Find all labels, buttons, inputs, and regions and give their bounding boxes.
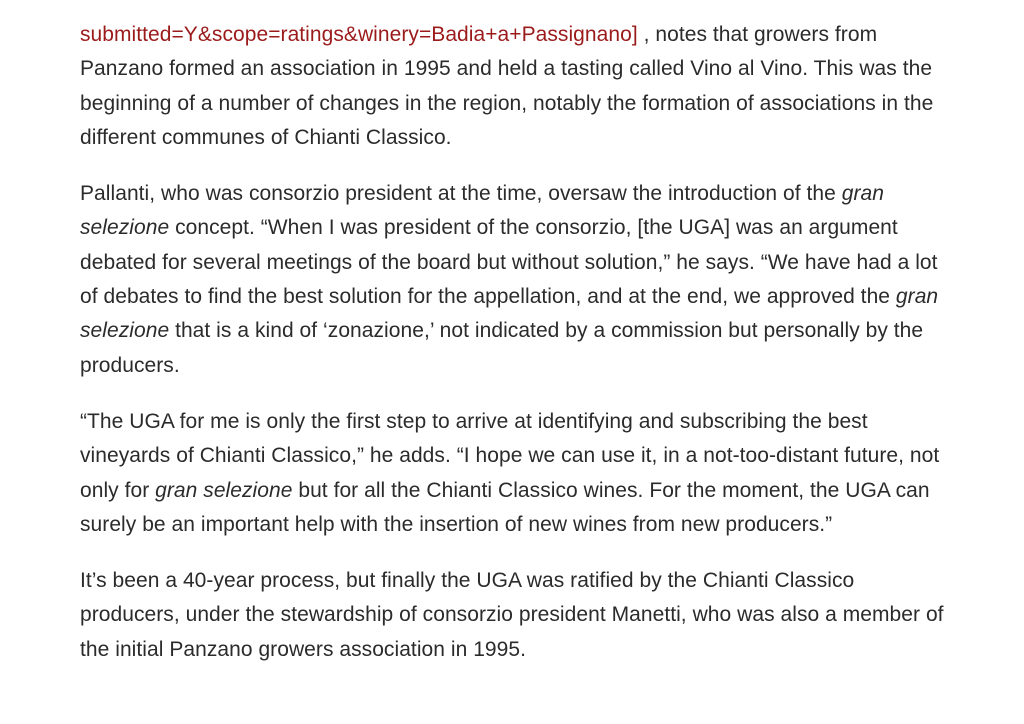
- paragraph-3-emphasis: gran selezione: [155, 478, 293, 502]
- paragraph-3: [80, 405, 952, 542]
- paragraph-1-text: , notes that growers from Panzano formed an association in 1995 and held a tasting called Vino al Vino. This was the beginning of a number of changes in the region, notably the formation of associations in the different communes of Chianti Classico.: [80, 23, 934, 149]
- article-body: [80, 18, 952, 689]
- paragraph-4: [80, 564, 952, 667]
- paragraph-2-emphasis-b: gran selezione: [80, 285, 939, 343]
- winery-ratings-link[interactable]: submitted=Y&scope=ratings&winery=Badia+a+Passignano]: [80, 23, 638, 46]
- paragraph-2-text-c: that is a kind of ‘zonazione,’ not indicated by a commission but personally by the producers.: [80, 319, 924, 377]
- paragraph-3-text-b: but for all the Chianti Classico wines. For the moment, the UGA can surely be an important help with the insertion of new wines from new producers.”: [80, 478, 930, 536]
- paragraph-2-text-a: Pallanti, who was consorzio president at the time, oversaw the introduction of the: [80, 182, 842, 206]
- paragraph-2-text-b: concept. “When I was president of the consorzio, [the UGA] was an argument debated for several meetings of the board but without solution,” he says. “We have had a lot of debates to find the best solution for the appellation, and at the end, we approved the: [80, 216, 938, 309]
- paragraph-2: [80, 177, 952, 383]
- paragraph-4-text: It’s been a 40-year process, but finally the UGA was ratified by the Chianti Classico producers, under the stewardship of consorzio president Manetti, who was also a member of the initial Panzano growers association in 1995.: [80, 569, 944, 661]
- paragraph-2-emphasis-a: gran selezione: [80, 182, 884, 240]
- paragraph-3-text-a: “The UGA for me is only the first step to arrive at identifying and subscribing the best vineyards of Chianti Classico,” he adds. “I hope we can use it, in a not-too-distant future, not only for: [80, 409, 940, 502]
- paragraph-1: [80, 18, 952, 155]
